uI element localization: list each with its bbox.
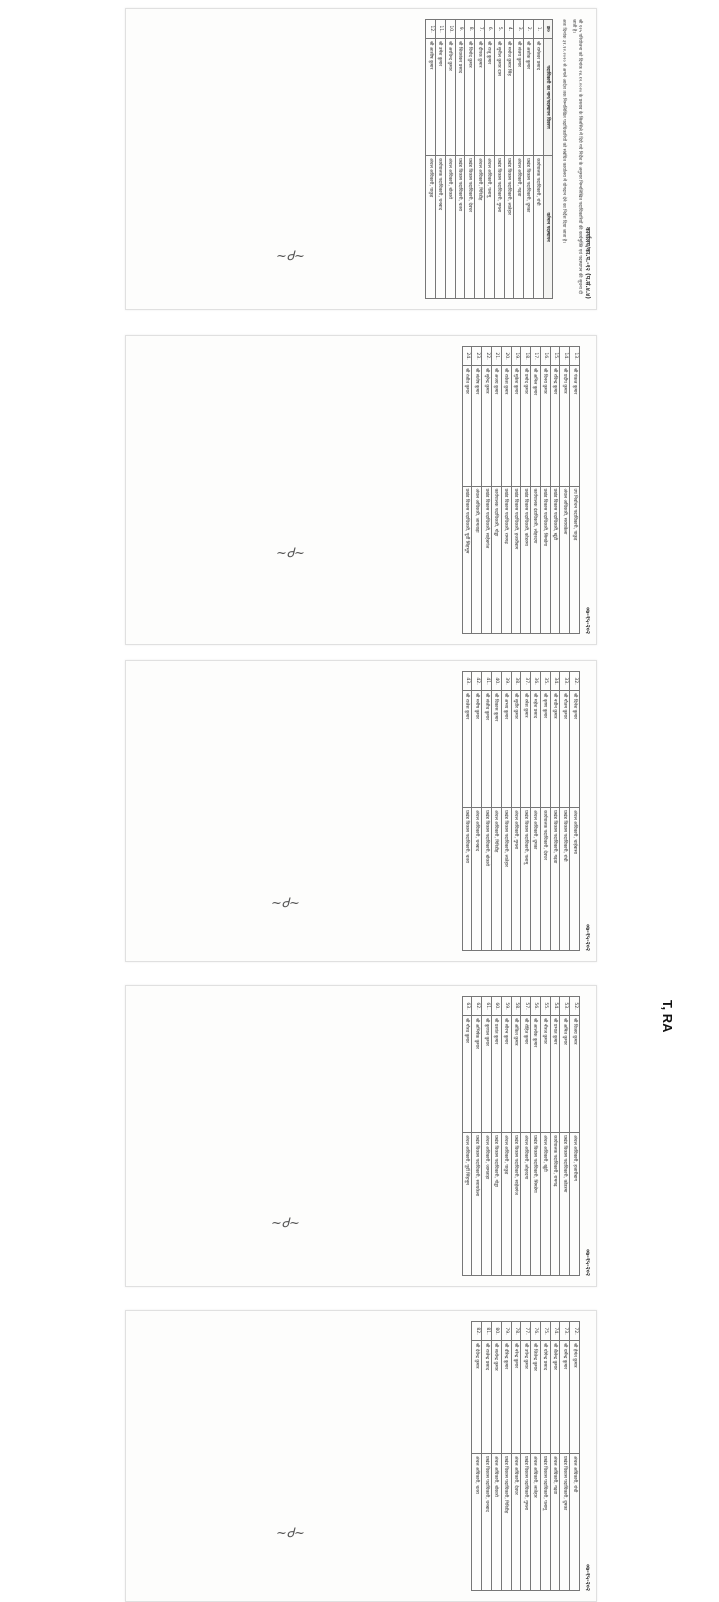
row-posting: कार्यपालक पदाधिकारी, देवघर [540,808,550,951]
table-row [501,997,511,1276]
row-number: 21. [491,347,501,366]
row-officer-name: श्री आलोक कुमार [531,1016,541,1133]
row-posting: प्रखंड विकास पदाधिकारी, गिरिडीह [501,1453,511,1590]
row-posting: कार्यपालक पदाधिकारी, गोड्डा [491,486,501,633]
row-officer-name: श्री मुकेश कुमार [511,366,521,487]
row-posting: अंचल अधिकारी, जामताड़ा [472,486,482,633]
row-posting: अंचल अधिकारी, गिरिडीह [475,156,485,299]
row-number: 57. [521,997,531,1016]
row-posting: अंचल अधिकारी, देवघर [511,1453,521,1590]
table-row [482,997,492,1276]
row-number: 63. [462,997,472,1016]
page-2-sheet [126,336,596,644]
table-row [550,1322,560,1591]
table-row [491,1322,501,1591]
table-row [491,672,501,951]
row-number: 80. [491,1322,501,1341]
table-row [462,997,472,1276]
col-header-no: क्र० [543,20,553,39]
table-row [436,20,446,299]
table-row [484,20,494,299]
row-posting: उप निर्वाचन पदाधिकारी, पाकुड़ [570,486,580,633]
row-number: 24. [462,347,472,366]
document-page-3 [125,660,597,962]
row-posting: अंचल अधिकारी, दुमका [531,808,541,951]
page-2-table [462,346,580,634]
row-number: 55. [540,997,550,1016]
row-number: 81. [482,1322,492,1341]
row-posting: प्रखंड विकास पदाधिकारी, गोड्डा [491,1133,501,1276]
row-officer-name: श्री उपेन्द्र कुमार [521,1341,531,1454]
row-number: 62. [472,997,482,1016]
table-row [570,997,580,1276]
table-row [521,347,531,634]
page-5-table-body [472,1322,580,1591]
row-posting: कार्यपालक दंडाधिकारी, लोहरदगा [531,486,541,633]
table-row [540,997,550,1276]
row-number: 12. [426,20,436,39]
row-posting: प्रखंड विकास पदाधिकारी, सिमडेगा [540,486,550,633]
document-page-4 [125,985,597,1287]
row-number: 32. [570,672,580,691]
row-posting: अंचल अधिकारी, लोहरदगा [521,1133,531,1276]
row-officer-name: श्री आशीष कुमार [426,39,436,156]
row-number: 73. [560,1322,570,1341]
table-row [550,997,560,1276]
row-officer-name: श्री सौरभ कुमार [501,1016,511,1133]
row-officer-name: श्री दिनेश कुमार [570,691,580,808]
row-number: 23. [472,347,482,366]
row-number: 9. [455,20,465,39]
page-5-table [471,1321,580,1591]
row-posting: अंचल अधिकारी, खूंटी [540,1133,550,1276]
row-posting: अंचल अधिकारी, बोकारो [491,1453,501,1590]
row-number: 33. [560,672,570,691]
row-officer-name: श्री संतोष कुमार [472,366,482,487]
row-posting: अंचल अधिकारी, सरायकेला [560,486,570,633]
row-posting: अंचल अधिकारी, हजारीबाग [570,1133,580,1276]
row-officer-name: श्री राजेश कुमार [462,691,472,808]
row-officer-name: श्री हेमंत कुमार [570,1341,580,1454]
page-1-table-body [426,20,543,299]
row-officer-name: श्री प्रशांत कुमार [491,1016,501,1133]
row-posting: अंचल अधिकारी, गिरिडीह [491,808,501,951]
table-row [445,20,455,299]
row-posting: अंचल अधिकारी, गढ़वा [550,1453,560,1590]
table-row [455,20,465,299]
table-row [521,997,531,1276]
row-number: 43. [462,672,472,691]
row-officer-name: श्री रोहित कुमार [521,1016,531,1133]
page-1-intro: श्री १२५ परियोजना को दिनांक २४.१२.२०२० के प्रस्ताव के सिलसिले में दिये गये निर्देश के अनुसार निम्नलिखित पदाधिकारियों की कार्यमुक्ति एवं पदस्थापन की सूचना दी जाती है। [570,19,582,294]
table-row [472,1322,482,1591]
row-officer-name: श्री धर्मेन्द्र कुमार [560,1341,570,1454]
row-number: 76. [531,1322,541,1341]
row-posting: प्रखंड विकास पदाधिकारी, खूंटी [550,486,560,633]
col-header-post: वर्तमान पदस्थापन [543,156,553,299]
row-officer-name: श्री अजय कुमार [491,366,501,487]
table-row [570,347,580,634]
row-officer-name: श्री प्रदीप कुमार [560,366,570,487]
table-row [531,1322,541,1591]
row-officer-name: श्री अरविन्द कुमार [445,39,455,156]
row-posting: प्रखंड विकास पदाधिकारी, दुमका [524,156,534,299]
row-posting: प्रखंड विकास पदाधिकारी, साहेबगंज [511,1133,521,1276]
row-officer-name: श्री प्रभात कुमार [550,1016,560,1133]
row-officer-name: श्री अशोक कुमार [524,39,534,156]
row-posting: प्रखंड विकास पदाधिकारी, देवघर [465,156,475,299]
row-posting: प्रखंड विकास पदाधिकारी, पूर्वी सिंहभूम [462,486,472,633]
page-1-table [425,19,553,299]
row-officer-name: श्री देवेन्द्र कुमार [472,1341,482,1454]
row-officer-name: श्री राकेश कुमार [501,366,511,487]
page-5-reference: ०७-१५-२०२ [584,1564,591,1591]
table-row [472,347,482,634]
table-row [560,997,570,1276]
row-posting: प्रखंड विकास पदाधिकारी, बोकारो [482,808,492,951]
row-posting: अंचल अधिकारी, पलामू [484,156,494,299]
row-number: 2. [524,20,534,39]
row-officer-name: श्री पंकज कुमार [570,366,580,487]
row-number: 5. [494,20,504,39]
table-row [540,1322,550,1591]
row-number: 19. [511,347,521,366]
row-officer-name: श्री संजय कुमार [514,39,524,156]
row-officer-name: श्री विजय कुमार [570,1016,580,1133]
table-row [472,672,482,951]
table-row [531,672,541,951]
signature: ~Ꮷ~ [271,896,300,911]
page-2-reference: ०७-१५-२०२ [584,607,591,634]
row-officer-name: श्री योगेन्द्र प्रसाद [540,1341,550,1454]
table-row [511,347,521,634]
table-row [504,20,514,299]
page-4-sheet [126,986,596,1286]
row-officer-name: श्री राजु कुमार [484,39,494,156]
row-officer-name: श्री सुधीर कुमार [511,691,521,808]
row-posting: प्रखंड विकास पदाधिकारी, कोडरमा [521,486,531,633]
signature: ~Ꮷ~ [271,1216,300,1231]
page-4-table-body [462,997,579,1276]
row-officer-name: श्री मनीष कुमार [472,691,482,808]
table-row [550,672,560,951]
row-number: 75. [540,1322,550,1341]
table-row [531,997,541,1276]
row-number: 82. [472,1322,482,1341]
table-row [491,997,501,1276]
cut-off-header-text: T, RA [660,1000,675,1033]
table-row [482,1322,492,1591]
signature: ~Ꮷ~ [276,546,305,561]
row-officer-name: श्री कुणाल कुमार [482,1016,492,1133]
document-page-5 [125,1310,597,1602]
row-officer-name: श्री अभिषेक कुमार [472,1016,482,1133]
row-posting: अंचल अधिकारी, पाकुड़ [501,1133,511,1276]
table-row [462,347,472,634]
page-1-paragraph: अतः दिनांक ३१.१२.२०२० से अगले आदेश तक निम्नलिखित पदाधिकारियों को संबंधित कार्यालय में योगदान देने का निर्देश दिया जाता है। [560,19,566,243]
row-posting: अंचल अधिकारी, धनबाद [472,808,482,951]
row-number: 36. [531,672,541,691]
row-officer-name: श्री गौरव कुमार [462,1016,472,1133]
row-officer-name: श्री सुरेन्द्र कुमार [482,366,492,487]
table-row [531,347,541,634]
table-row [511,1322,521,1591]
row-number: 22. [482,347,492,366]
row-posting: प्रखंड विकास पदाधिकारी, सिमडेगा [531,1133,541,1276]
row-number: 61. [482,997,492,1016]
row-posting: अंचल अधिकारी, लातेहार [531,1453,541,1590]
row-officer-name: श्री रंजीत कुमार [462,366,472,487]
row-posting: प्रखंड विकास पदाधिकारी, गढ़वा [550,808,560,951]
row-officer-name: श्री अमित कुमार [560,1016,570,1133]
page-3-table-body [462,672,579,951]
row-number: 20. [501,347,511,366]
table-row [482,672,492,951]
page-1-sheet [126,9,596,309]
table-row [475,20,485,299]
row-posting: कार्यपालक पदाधिकारी, रामगढ़ [550,1133,560,1276]
row-number: 56. [531,997,541,1016]
row-number: 13. [570,347,580,366]
signature: ~Ꮷ~ [276,1526,305,1541]
row-number: 79. [501,1322,511,1341]
row-posting: प्रखंड विकास पदाधिकारी, लातेहार [504,156,514,299]
row-number: 39. [501,672,511,691]
row-posting: अंचल अधिकारी, गढ़वा [514,156,524,299]
row-number: 16. [540,347,550,366]
row-number: 6. [484,20,494,39]
row-officer-name: श्री उमेश कुमार [436,39,446,156]
row-number: 14. [560,347,570,366]
row-officer-name: श्री महेश प्रसाद [531,691,541,808]
table-row [570,672,580,951]
row-officer-name: श्री अभय कुमार [501,691,511,808]
table-row [511,672,521,951]
table-row [540,672,550,951]
row-posting: प्रखंड विकास पदाधिकारी, दुमका [560,1453,570,1590]
row-officer-name: श्री अंकित कुमार [511,1016,521,1133]
row-number: 41. [482,672,492,691]
row-officer-name: श्री वीरेन्द्र कुमार [501,1341,511,1454]
table-row [521,672,531,951]
row-officer-name: श्री सत्येन्द्र कुमार [491,1341,501,1454]
row-posting: अंचल अधिकारी, जामताड़ा [482,1133,492,1276]
table-row [501,347,511,634]
row-number: 7. [475,20,485,39]
table-row [465,20,475,299]
row-posting: अंचल अधिकारी, बोकारो [445,156,455,299]
row-number: 72. [570,1322,580,1341]
row-number: 10. [445,20,455,39]
table-row [540,347,550,634]
row-posting: कार्यपालक पदाधिकारी, धनबाद [436,156,446,299]
row-officer-name: श्री संजीव कुमार [482,691,492,808]
row-number: 1. [533,20,543,39]
row-posting: अंचल अधिकारी, पाकुड़ [426,156,436,299]
row-officer-name: श्री प्रमोद कुमार [521,366,531,487]
row-posting: प्रखंड विकास पदाधिकारी, सरायकेला [472,1133,482,1276]
row-posting: प्रखंड विकास पदाधिकारी, पलामू [521,808,531,951]
row-number: 40. [491,672,501,691]
row-posting: प्रखंड विकास पदाधिकारी, धनबाद [482,1453,492,1590]
row-number: 60. [491,997,501,1016]
row-officer-name: श्री विकास कुमार [491,691,501,808]
row-officer-name: श्री विनय कुमार [540,366,550,487]
table-row [462,672,472,951]
row-posting: अंचल अधिकारी, चाईबासा [570,808,580,951]
table-row [560,672,570,951]
row-number: 11. [436,20,446,39]
row-number: 15. [550,347,560,366]
table-row [533,20,543,299]
table-row [560,1322,570,1591]
row-posting: अंचल अधिकारी, रांची [570,1453,580,1590]
document-page-2 [125,335,597,645]
row-officer-name: श्री नरेन्द्र कुमार [511,1341,521,1454]
page-2-table-body [462,347,579,634]
row-officer-name: श्री कृष्ण कुमार [540,691,550,808]
row-officer-name: श्री रमेश कुमार [521,691,531,808]
row-posting: प्रखंड विकास पदाधिकारी, हजारीबाग [511,486,521,633]
row-posting: प्रखंड विकास पदाधिकारी, चतरा [455,156,465,299]
row-officer-name: श्री सुनील कुमार दास [494,39,504,156]
row-posting: प्रखंड विकास पदाधिकारी, साहेबगंज [482,486,492,633]
col-header-name: पदाधिकारी का नाम/पदस्थापन विवरण [543,39,553,156]
row-number: 53. [560,997,570,1016]
row-number: 59. [501,997,511,1016]
table-row [524,20,534,299]
table-row [501,1322,511,1591]
table-row [472,997,482,1276]
page-3-reference: ०७-१५-२०२ [584,924,591,951]
row-officer-name: श्री विनोद कुमार [465,39,475,156]
table-row [570,1322,580,1591]
row-posting: प्रखंड विकास पदाधिकारी, पलामू [540,1453,550,1590]
row-officer-name: श्री नवीन कुमार [550,691,560,808]
row-officer-name: श्री रविन्द्र कुमार [550,366,560,487]
table-row [482,347,492,634]
table-row [426,20,436,299]
row-number: 58. [511,997,521,1016]
row-posting: अंचल अधिकारी, गुमला [511,808,521,951]
row-officer-name: श्री अनिल कुमार [531,366,541,487]
row-officer-name: श्री शिवशंकर प्रसाद [455,39,465,156]
row-officer-name: श्री जितेन्द्र कुमार [531,1341,541,1454]
row-officer-name: श्री गौतम कुमार [560,691,570,808]
row-number: 54. [550,997,560,1016]
row-posting: प्रखंड विकास पदाधिकारी, रामगढ़ [501,486,511,633]
row-number: 42. [472,672,482,691]
row-number: 8. [465,20,475,39]
row-posting: कार्यपालक पदाधिकारी, रांची [533,156,543,299]
table-row [514,20,524,299]
page-1-reference: कार्यालय/का.प.-१२ (प.सं.४.४) [584,227,591,299]
row-officer-name: श्री रामेश्वर प्रसाद [533,39,543,156]
row-number: 18. [521,347,531,366]
row-officer-name: श्री नीरज कुमार [540,1016,550,1133]
row-posting: प्रखंड विकास पदाधिकारी, लातेहार [501,808,511,951]
page-4-table [462,996,580,1276]
row-number: 52. [570,997,580,1016]
table-row [511,997,521,1276]
row-posting: प्रखंड विकास पदाधिकारी, रांची [560,808,570,951]
row-number: 78. [511,1322,521,1341]
row-number: 4. [504,20,514,39]
table-row [494,20,504,299]
page-3-sheet [126,661,596,961]
document-page-1 [125,8,597,310]
table-row [550,347,560,634]
table-row [491,347,501,634]
row-number: 3. [514,20,524,39]
row-posting: अंचल अधिकारी, पूर्वी सिंहभूम [462,1133,472,1276]
page-4-reference: ०७-१५-२०२ [584,1249,591,1276]
row-number: 17. [531,347,541,366]
row-number: 74. [550,1322,560,1341]
row-number: 38. [511,672,521,691]
row-number: 35. [540,672,550,691]
page-3-table [462,671,580,951]
row-officer-name: श्री दीपक कुमार [475,39,485,156]
row-posting: प्रखंड विकास पदाधिकारी, कोडरमा [560,1133,570,1276]
row-officer-name: श्री शैलेन्द्र कुमार [550,1341,560,1454]
page-5-sheet [126,1311,596,1601]
row-number: 37. [521,672,531,691]
row-posting: प्रखंड विकास पदाधिकारी, गुमला [494,156,504,299]
signature: ~Ꮷ~ [276,249,305,264]
table-row [521,1322,531,1591]
row-number: 34. [550,672,560,691]
table-row [560,347,570,634]
row-posting: प्रखंड विकास पदाधिकारी, गुमला [521,1453,531,1590]
row-posting: अंचल अधिकारी, चतरा [472,1453,482,1590]
row-officer-name: श्री राजेन्द्र प्रसाद [482,1341,492,1454]
row-number: 77. [521,1322,531,1341]
row-officer-name: श्री मनोज कुमार सिंह [504,39,514,156]
table-row [501,672,511,951]
row-posting: प्रखंड विकास पदाधिकारी, चतरा [462,808,472,951]
